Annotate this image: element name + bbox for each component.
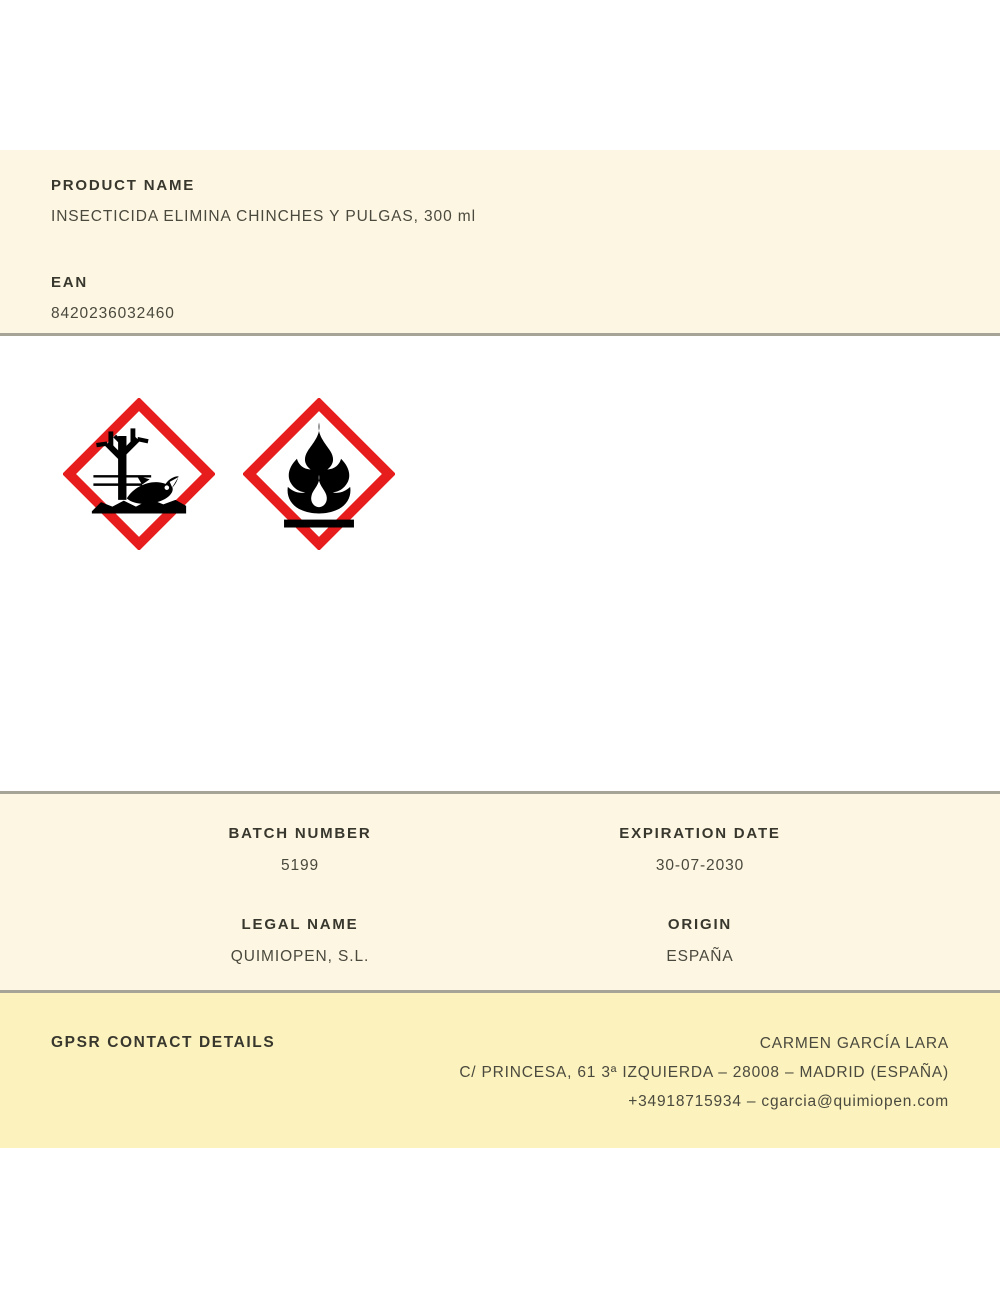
details-panel xyxy=(0,791,1000,993)
product-name-field xyxy=(51,177,949,227)
contact-address: C/ PRINCESA, 61 3ª IZQUIERDA – 28008 – MADRID (ESPAÑA) xyxy=(459,1064,949,1081)
batch-number-field xyxy=(100,825,500,876)
legal-name-label: LEGAL NAME xyxy=(241,915,359,933)
flammable-pictogram-icon xyxy=(243,398,395,550)
batch-number-label: BATCH NUMBER xyxy=(228,825,372,842)
product-name-label: PRODUCT NAME xyxy=(51,177,196,194)
product-name-value: INSECTICIDA ELIMINA CHINCHES Y PULGAS, 300 ml xyxy=(51,208,476,225)
origin-label: ORIGIN xyxy=(667,915,733,933)
details-grid xyxy=(100,825,900,966)
gpsr-contact-panel xyxy=(0,993,1000,1148)
environmental-hazard-pictogram-icon xyxy=(63,398,215,550)
product-info-panel xyxy=(0,150,1000,336)
contact-phone-email: +34918715934 – cgarcia@quimiopen.com xyxy=(628,1093,949,1110)
hazard-pictogram-row xyxy=(63,398,395,550)
expiration-date-field xyxy=(500,825,900,876)
legal-name-field xyxy=(100,916,500,967)
origin-field xyxy=(500,916,900,967)
ean-field xyxy=(51,274,949,324)
expiration-date-value: 30-07-2030 xyxy=(655,857,745,874)
gpsr-contact-lines xyxy=(459,1029,949,1116)
expiration-date-label: EXPIRATION DATE xyxy=(619,825,781,842)
legal-name-value: QUIMIOPEN, S.L. xyxy=(230,947,370,965)
contact-person-name: CARMEN GARCÍA LARA xyxy=(759,1035,949,1052)
ean-value: 8420236032460 xyxy=(51,304,175,322)
gpsr-contact-label: GPSR CONTACT DETAILS xyxy=(51,1034,276,1051)
batch-number-value: 5199 xyxy=(280,857,320,874)
origin-value: ESPAÑA xyxy=(666,947,734,965)
ean-label: EAN xyxy=(51,273,89,291)
